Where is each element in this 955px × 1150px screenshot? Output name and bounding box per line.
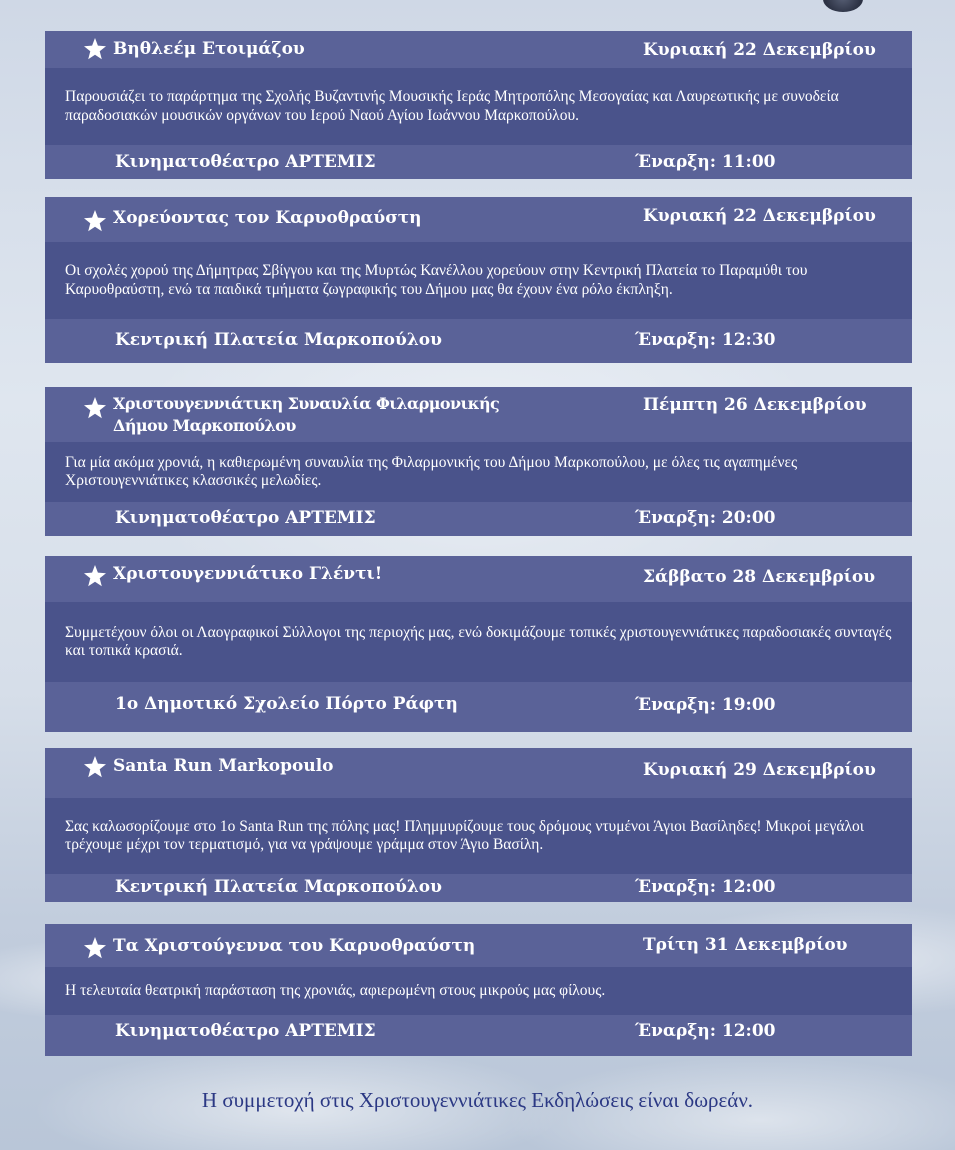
event-date: Κυριακή 29 Δεκεμβρίου — [643, 760, 876, 780]
event-venue: 1ο Δημοτικό Σχολείο Πόρτο Ράφτη — [115, 694, 458, 714]
event-footer — [45, 682, 912, 732]
event-description-text: Παρουσιάζει το παράρτημα της Σχολής Βυζαντινής Μουσικής Ιεράς Μητροπόλης Μεσογαίας και Λαυρεωτικής με συνοδεία παραδοσιακών μουσικών οργάνων του Ιερού Ναού Αγίου Ιωάννου Μαρκοπούλου. — [65, 88, 839, 124]
event-description-text: Συμμετέχουν όλοι οι Λαογραφικοί Σύλλογοι της περιοχής μας, ενώ δοκιμάζουμε τοπικές χριστουγεννιάτικες παραδοσιακές συνταγές και τοπικά κρασιά. — [65, 623, 892, 659]
event-date: Τρίτη 31 Δεκεμβρίου — [643, 935, 848, 955]
event-card — [45, 924, 912, 1056]
star-icon — [83, 209, 107, 233]
event-title-line: Δήμου Μαρκοπούλου — [113, 416, 296, 435]
event-title: Santa Run Markopoulo — [113, 756, 334, 776]
star-icon — [83, 396, 107, 420]
event-venue: Κεντρική Πλατεία Μαρκοπούλου — [115, 877, 442, 897]
event-card — [45, 31, 912, 179]
event-title: Χορεύοντας τον Καρυοθραύστη — [113, 208, 422, 228]
event-description-text: Η τελευταία θεατρική παράσταση της χρονιάς, αφιερωμένη στους μικρούς μας φίλους. — [65, 981, 606, 999]
event-date: Κυριακή 22 Δεκεμβρίου — [643, 206, 876, 226]
star-icon — [83, 564, 107, 588]
event-venue: Κινηματοθέατρο ΑΡΤΕΜΙΣ — [115, 1021, 376, 1041]
event-header — [45, 31, 912, 68]
event-title — [113, 393, 499, 437]
event-footer — [45, 874, 912, 902]
event-footer — [45, 1015, 912, 1056]
event-description-text: Σας καλωσορίζουμε στο 1ο Santa Run της πόλης μας! Πλημμυρίζουμε τους δρόμους ντυμένοι Άγιοι Βασίληδες! Μικροί μεγάλοι τρέχουμε μέχρι τον τερματισμό, για να γράψουμε γράμμα στον Άγιο Βασίλη. — [65, 817, 864, 853]
event-start-time: Έναρξη: 12:30 — [635, 330, 776, 350]
event-description — [45, 68, 912, 145]
event-title: Χριστουγεννιάτικο Γλέντι! — [113, 564, 383, 584]
event-card — [45, 556, 912, 732]
event-title: Τα Χριστούγεννα του Καρυοθραύστη — [113, 936, 476, 956]
event-description — [45, 798, 912, 874]
event-start-time: Έναρξη: 11:00 — [635, 152, 776, 172]
ornament-decoration — [823, 0, 863, 12]
event-start-time: Έναρξη: 12:00 — [635, 1021, 776, 1041]
star-icon — [83, 37, 107, 61]
event-start-time: Έναρξη: 20:00 — [635, 508, 776, 528]
event-description-text: Οι σχολές χορού της Δήμητρας Σβίγγου και της Μυρτώς Κανέλλου χορεύουν στην Κεντρική Πλατεία το Παραμύθι του Καρυοθραύστη, ενώ τα παιδικά τμήματα ζωγραφικής του Δήμου μας θα έχουν ένα ρόλο έκπληξη. — [65, 262, 808, 298]
event-date: Πέμπτη 26 Δεκεμβρίου — [643, 395, 867, 415]
star-icon — [83, 755, 107, 779]
event-footer — [45, 145, 912, 179]
event-start-time: Έναρξη: 19:00 — [635, 695, 776, 715]
event-date: Σάββατο 28 Δεκεμβρίου — [643, 567, 876, 587]
event-description — [45, 967, 912, 1015]
event-title: Βηθλεέμ Ετοιμάζου — [113, 39, 305, 59]
event-start-time: Έναρξη: 12:00 — [635, 877, 776, 897]
event-date: Κυριακή 22 Δεκεμβρίου — [643, 40, 876, 60]
event-description — [45, 442, 912, 502]
free-entry-note: Η συμμετοχή στις Χριστουγεννιάτικες Εκδηλώσεις είναι δωρεάν. — [201, 1088, 754, 1112]
event-header — [45, 924, 912, 967]
event-header — [45, 748, 912, 798]
event-title-line: Χριστουγεννιάτικη Συναυλία Φιλαρμονικής — [113, 394, 500, 413]
event-venue: Κινηματοθέατρο ΑΡΤΕΜΙΣ — [115, 152, 376, 172]
event-description — [45, 242, 912, 319]
event-description — [45, 602, 912, 682]
event-card — [45, 197, 912, 363]
event-footer — [45, 502, 912, 536]
event-header — [45, 387, 912, 442]
event-header — [45, 197, 912, 242]
event-venue: Κινηματοθέατρο ΑΡΤΕΜΙΣ — [115, 508, 376, 528]
event-header — [45, 556, 912, 602]
star-icon — [83, 936, 107, 960]
event-card — [45, 387, 912, 536]
event-footer — [45, 319, 912, 363]
event-venue: Κεντρική Πλατεία Μαρκοπούλου — [115, 330, 442, 350]
event-description-text: Για μία ακόμα χρονιά, η καθιερωμένη συναυλία της Φιλαρμονικής του Δήμου Μαρκοπούλου, με όλες τις αγαπημένες Χριστουγεννιάτικες κλασσικές μελωδίες. — [65, 453, 798, 489]
event-card — [45, 748, 912, 902]
